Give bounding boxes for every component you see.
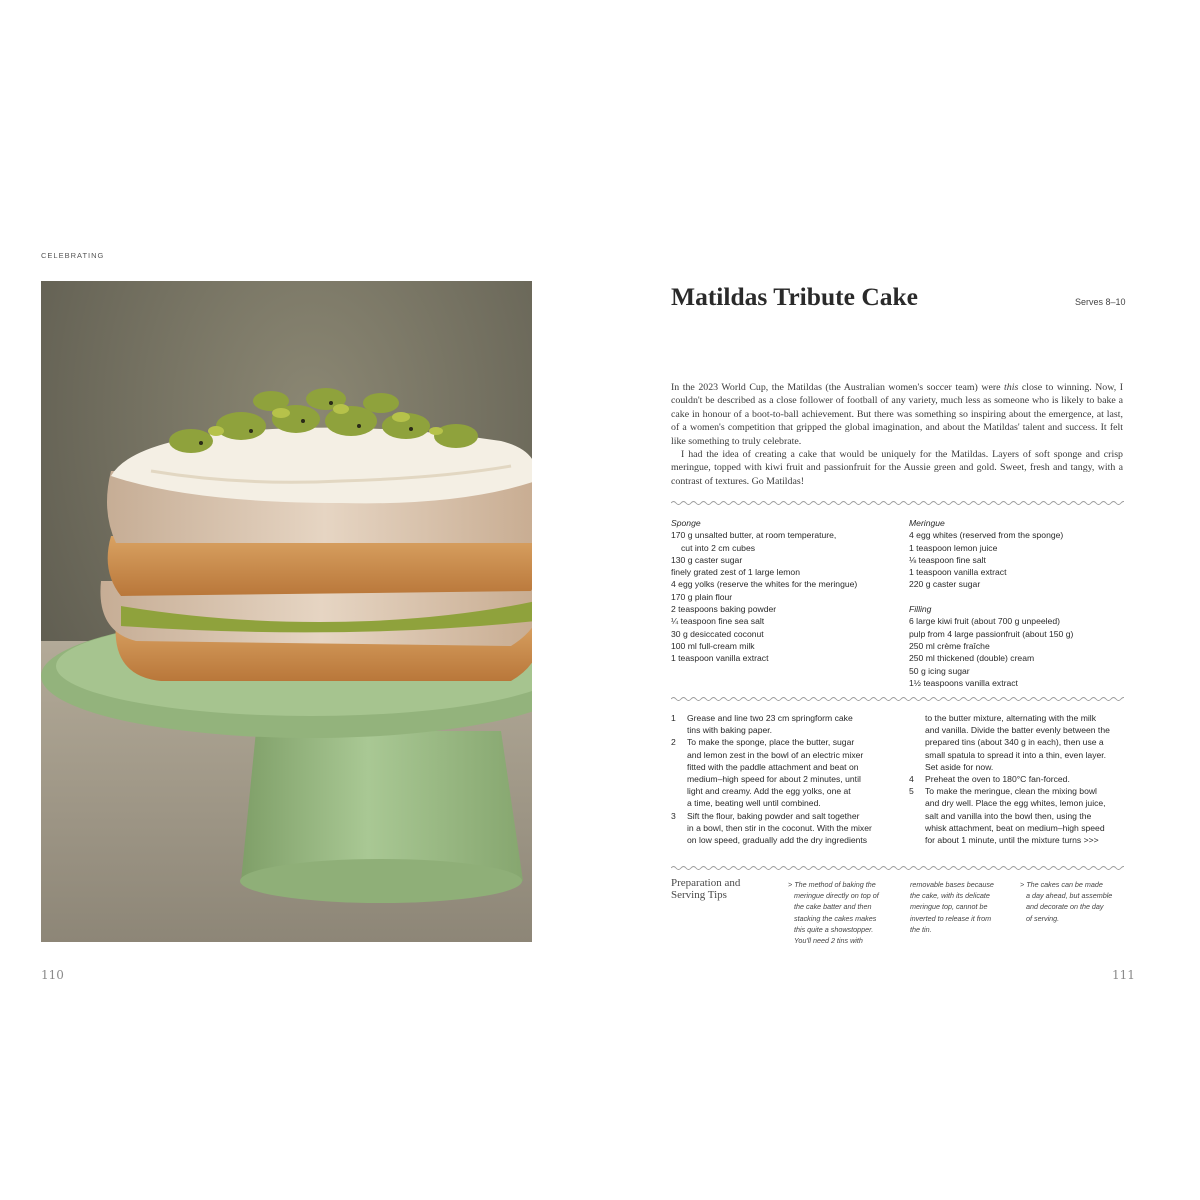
step-line: Grease and line two 23 cm springform cake [687, 713, 853, 723]
intro-text-part: close to winning. Now, I couldn't be described as a close follower of football of any variety, much less as someone who is likely to bake a cake in honour of a boot-to-ball achievement. But there was something so inspiring about the emergence, at last, of a women's competition that gripped the global imagination, and about the Matildas' talent and success. It felt like something to truly celebrate. [671, 382, 1123, 447]
tip-line: of serving. [1026, 913, 1060, 923]
tip-line: the cake batter and then [794, 902, 872, 912]
ingredient-item: 2 teaspoons baking powder [671, 604, 777, 615]
intro-emphasis: this [1004, 382, 1019, 393]
step-line: and lemon zest in the bowl of an electric mixer [687, 749, 864, 760]
tip-line: this quite a showstopper. [794, 924, 874, 934]
step-text [925, 773, 1129, 785]
step-number: 1 [671, 713, 676, 723]
step-line: Set aside for now. [925, 761, 994, 772]
step-line: Preheat the oven to 180°C fan-forced. [925, 774, 1070, 785]
step-line: small spatula to spread it into a thin, even layer. [925, 749, 1107, 760]
wavy-divider [671, 865, 1124, 871]
ingredient-item: 100 ml full-cream milk [671, 640, 755, 651]
tip-line: the cake, with its delicate [910, 891, 990, 901]
method-step [909, 773, 1129, 785]
step-line: a time, beating well until combined. [687, 798, 821, 809]
tip-line: meringue directly on top of [794, 891, 879, 901]
method-step [909, 785, 1129, 846]
serves-label: Serves 8–10 [1075, 297, 1126, 307]
step-line: To make the meringue, clean the mixing bowl [925, 786, 1097, 797]
ingredients-meringue-filling [909, 517, 1073, 689]
ingredient-item: 250 ml crème fraîche [909, 640, 990, 651]
tip-line: meringue top, cannot be [910, 902, 988, 912]
tip-column-1 [788, 879, 879, 946]
ingredient-item: finely grated zest of 1 large lemon [671, 567, 800, 578]
step-text [687, 712, 896, 736]
ingredients-sponge [671, 517, 857, 665]
tips-heading [671, 877, 740, 902]
ingredient-item: 1 teaspoon vanilla extract [671, 653, 769, 664]
spacer [909, 591, 1073, 603]
step-text [687, 810, 896, 847]
step-line: for about 1 minute, until the mixture turns >>> [925, 835, 1099, 846]
step-number: 5 [909, 786, 914, 797]
step-number: 4 [909, 774, 914, 785]
ingredient-heading: Sponge [671, 518, 701, 528]
ingredient-item: 6 large kiwi fruit (about 700 g unpeeled) [909, 616, 1060, 627]
intro-text [671, 381, 1123, 488]
tips-heading-line: Serving Tips [671, 889, 727, 902]
tip-line: a day ahead, but assemble [1026, 891, 1113, 901]
method-column-right [909, 712, 1129, 846]
ingredient-item: 130 g caster sugar [671, 554, 743, 565]
ingredient-item: pulp from 4 large passionfruit (about 150 g) [909, 628, 1074, 639]
step-line: tins with baking paper. [687, 725, 773, 736]
ingredient-item: 170 g plain flour [671, 591, 733, 602]
ingredient-item: ⅛ teaspoon fine salt [909, 554, 986, 565]
ingredient-item: 1 teaspoon lemon juice [909, 542, 998, 553]
step-text [925, 785, 1129, 846]
section-label: CELEBRATING [41, 251, 105, 260]
ingredient-heading: Meringue [909, 518, 945, 528]
step-text [687, 736, 896, 809]
intro-paragraph-2: I had the idea of creating a cake that would be uniquely for the Matildas. Layers of soft sponge and crisp meringue, topped with kiwi fruit and passionfruit for the Aussie green and gold. Sweet, fresh and tangy, with a contrast of textures. Go Matildas! [671, 449, 1123, 487]
step-line: salt and vanilla into the bowl then, using the [925, 810, 1092, 821]
ingredient-item: 4 egg yolks (reserve the whites for the meringue) [671, 579, 858, 590]
step-line: on low speed, gradually add the dry ingredients [687, 835, 868, 846]
ingredient-item: 220 g caster sugar [909, 579, 981, 590]
page-number-right: 111 [1112, 968, 1135, 982]
step-line: in a bowl, then stir in the coconut. With the mixer [687, 822, 872, 833]
step-text [925, 712, 1129, 773]
ingredient-item: 30 g desiccated coconut [671, 628, 764, 639]
tip-line: the tin. [910, 924, 932, 934]
step-number [909, 712, 925, 773]
recipe-title: Matildas Tribute Cake [671, 282, 918, 311]
method-step [671, 736, 896, 809]
method-step [671, 712, 896, 736]
ingredient-item: 4 egg whites (reserved from the sponge) [909, 530, 1064, 541]
step-line: prepared tins (about 340 g in each), then use a [925, 737, 1104, 748]
tip-line: stacking the cakes makes [794, 913, 877, 923]
ingredient-item: cut into 2 cm cubes [681, 542, 756, 553]
ingredient-heading: Filling [909, 604, 932, 615]
ingredient-item: 250 ml thickened (double) cream [909, 653, 1035, 664]
step-line: To make the sponge, place the butter, sugar [687, 737, 855, 748]
tip-line: You'll need 2 tins with [794, 936, 863, 946]
step-line: Sift the flour, baking powder and salt together [687, 810, 860, 821]
tip-line: > The cakes can be made [1020, 880, 1103, 889]
step-line: medium–high speed for about 2 minutes, until [687, 774, 861, 785]
tip-line: and decorate on the day [1026, 902, 1104, 912]
step-line: to the butter mixture, alternating with the milk [925, 713, 1096, 723]
wavy-divider [671, 696, 1124, 702]
tip-line: > The method of baking the [788, 880, 876, 889]
tip-line: inverted to release it from [910, 913, 992, 923]
method-step [671, 810, 896, 847]
ingredient-item: 1 teaspoon vanilla extract [909, 567, 1007, 578]
intro-text-part: In the 2023 World Cup, the Matildas (the Australian women's soccer team) were [671, 382, 1005, 393]
step-line: and dry well. Place the egg whites, lemon juice, [925, 798, 1106, 809]
ingredient-item: ¼ teaspoon fine sea salt [671, 616, 765, 627]
wavy-divider [671, 500, 1124, 506]
step-number: 3 [671, 810, 676, 821]
ingredient-item: 170 g unsalted butter, at room temperature, [671, 530, 837, 541]
method-column-left [671, 712, 896, 846]
tip-column-3 [1020, 879, 1112, 924]
tip-line: removable bases because [910, 880, 994, 889]
ingredient-item: 50 g icing sugar [909, 665, 970, 676]
step-line: and vanilla. Divide the batter evenly between the [925, 725, 1110, 736]
page-number-left: 110 [41, 968, 64, 982]
method-step [909, 712, 1129, 773]
cake-photo [41, 281, 532, 942]
tip-column-2 [910, 879, 994, 935]
step-line: light and creamy. Add the egg yolks, one at [687, 786, 851, 797]
intro-paragraph-1 [671, 381, 1123, 448]
ingredient-item: 1½ teaspoons vanilla extract [909, 677, 1018, 688]
step-line: whisk attachment, beat on medium–high speed [925, 822, 1105, 833]
step-number: 2 [671, 737, 676, 748]
tips-heading-line: Preparation and [671, 877, 741, 889]
step-line: fitted with the paddle attachment and beat on [687, 761, 859, 772]
